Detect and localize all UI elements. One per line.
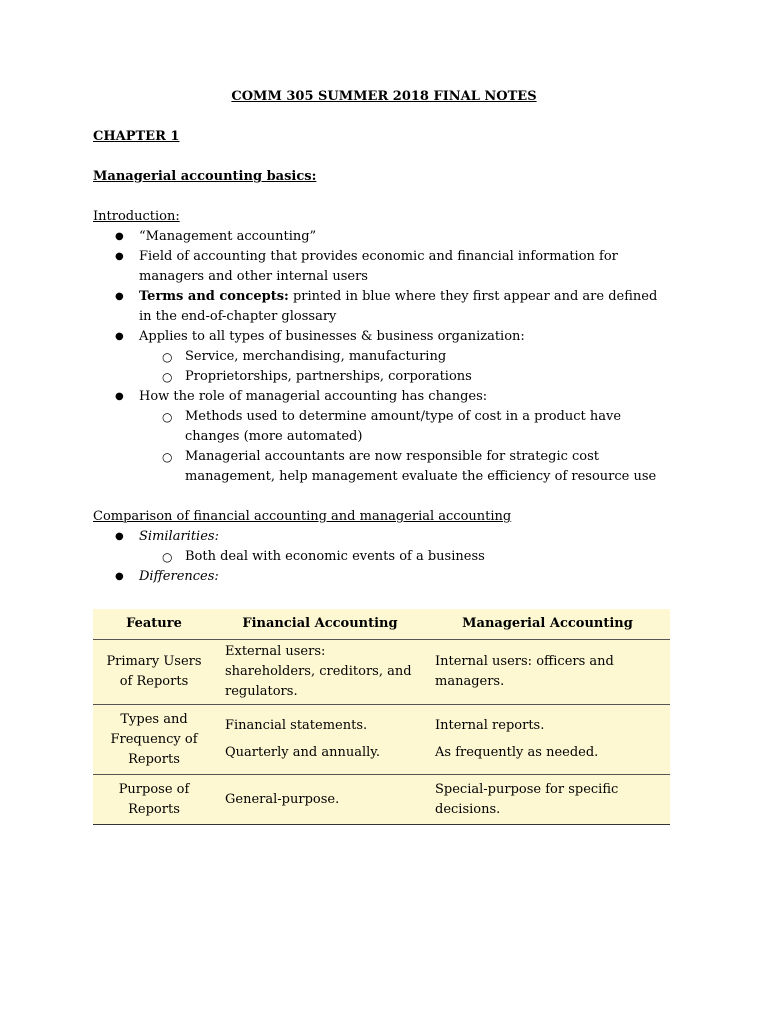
introduction-list bbox=[93, 227, 673, 487]
sub-list bbox=[139, 407, 673, 487]
table-cell: General-purpose. bbox=[225, 791, 340, 807]
sub-list-item: ○ Service, merchandising, manufacturing bbox=[139, 347, 673, 367]
list-item bbox=[93, 567, 673, 587]
list-item bbox=[93, 327, 673, 387]
sub-list-item: ○ Proprietorships, partnerships, corporations bbox=[139, 367, 673, 387]
list-item-text: Applies to all types of businesses & business organization: bbox=[139, 329, 525, 344]
list-item: ● “Management accounting” bbox=[93, 227, 673, 247]
table-header-row bbox=[93, 609, 670, 640]
table-header-cell: Feature bbox=[93, 609, 215, 640]
table-row bbox=[93, 640, 670, 705]
comparison-table bbox=[93, 609, 670, 825]
list-item bbox=[93, 287, 673, 327]
comparison-list bbox=[93, 527, 673, 587]
sub-list bbox=[139, 347, 673, 387]
table-cell: External users: shareholders, creditors, and regulators. bbox=[225, 644, 412, 699]
list-item-text: How the role of managerial accounting has changes: bbox=[139, 389, 488, 404]
spacer bbox=[93, 487, 673, 507]
document-title: COMM 305 SUMMER 2018 FINAL NOTES bbox=[231, 89, 537, 104]
sub-list-item: ○ Both deal with economic events of a business bbox=[139, 547, 673, 567]
list-item bbox=[93, 527, 673, 567]
term-label: Terms and concepts: bbox=[139, 289, 289, 304]
table-cell-line: Financial statements. bbox=[225, 718, 368, 733]
table-row bbox=[93, 705, 670, 775]
table-row bbox=[93, 775, 670, 825]
list-item-text: Similarities: bbox=[139, 529, 219, 544]
table-cell: Purpose of Reports bbox=[118, 781, 190, 817]
list-item-text: Differences: bbox=[139, 569, 219, 584]
sub-list bbox=[139, 547, 673, 567]
comparison-heading: Comparison of financial accounting and managerial accounting bbox=[93, 509, 512, 524]
table-cell-line: Internal reports. bbox=[435, 718, 545, 733]
table-cell: Special-purpose for specific decisions. bbox=[435, 781, 619, 817]
chapter-heading: CHAPTER 1 bbox=[93, 129, 180, 144]
notes-body bbox=[93, 207, 673, 587]
table-cell-line: Quarterly and annually. bbox=[225, 745, 381, 760]
table-cell: Primary Users of Reports bbox=[106, 654, 202, 689]
table-cell-line: As frequently as needed. bbox=[435, 745, 599, 760]
list-item bbox=[93, 387, 673, 487]
table-cell bbox=[215, 705, 425, 775]
table-header-cell: Financial Accounting bbox=[215, 609, 425, 640]
table-cell: Internal users: officers and managers. bbox=[435, 654, 614, 689]
sub-list-item: ○ Methods used to determine amount/type of cost in a product have changes (more automated) bbox=[139, 407, 673, 447]
list-item: ● Field of accounting that provides economic and financial information for managers and other internal users bbox=[93, 247, 673, 287]
table-cell bbox=[425, 705, 670, 775]
table-header-cell: Managerial Accounting bbox=[425, 609, 670, 640]
introduction-heading: Introduction: bbox=[93, 209, 180, 224]
sub-list-item: ○ Managerial accountants are now responsible for strategic cost management, help management evaluate the efficiency of resource use bbox=[139, 447, 673, 487]
table-cell: Types and Frequency of Reports bbox=[110, 711, 198, 767]
term-description: printed in blue where they first appear and are defined in the end-of-chapter glossary bbox=[139, 289, 658, 324]
section-heading: Managerial accounting basics: bbox=[93, 169, 317, 184]
